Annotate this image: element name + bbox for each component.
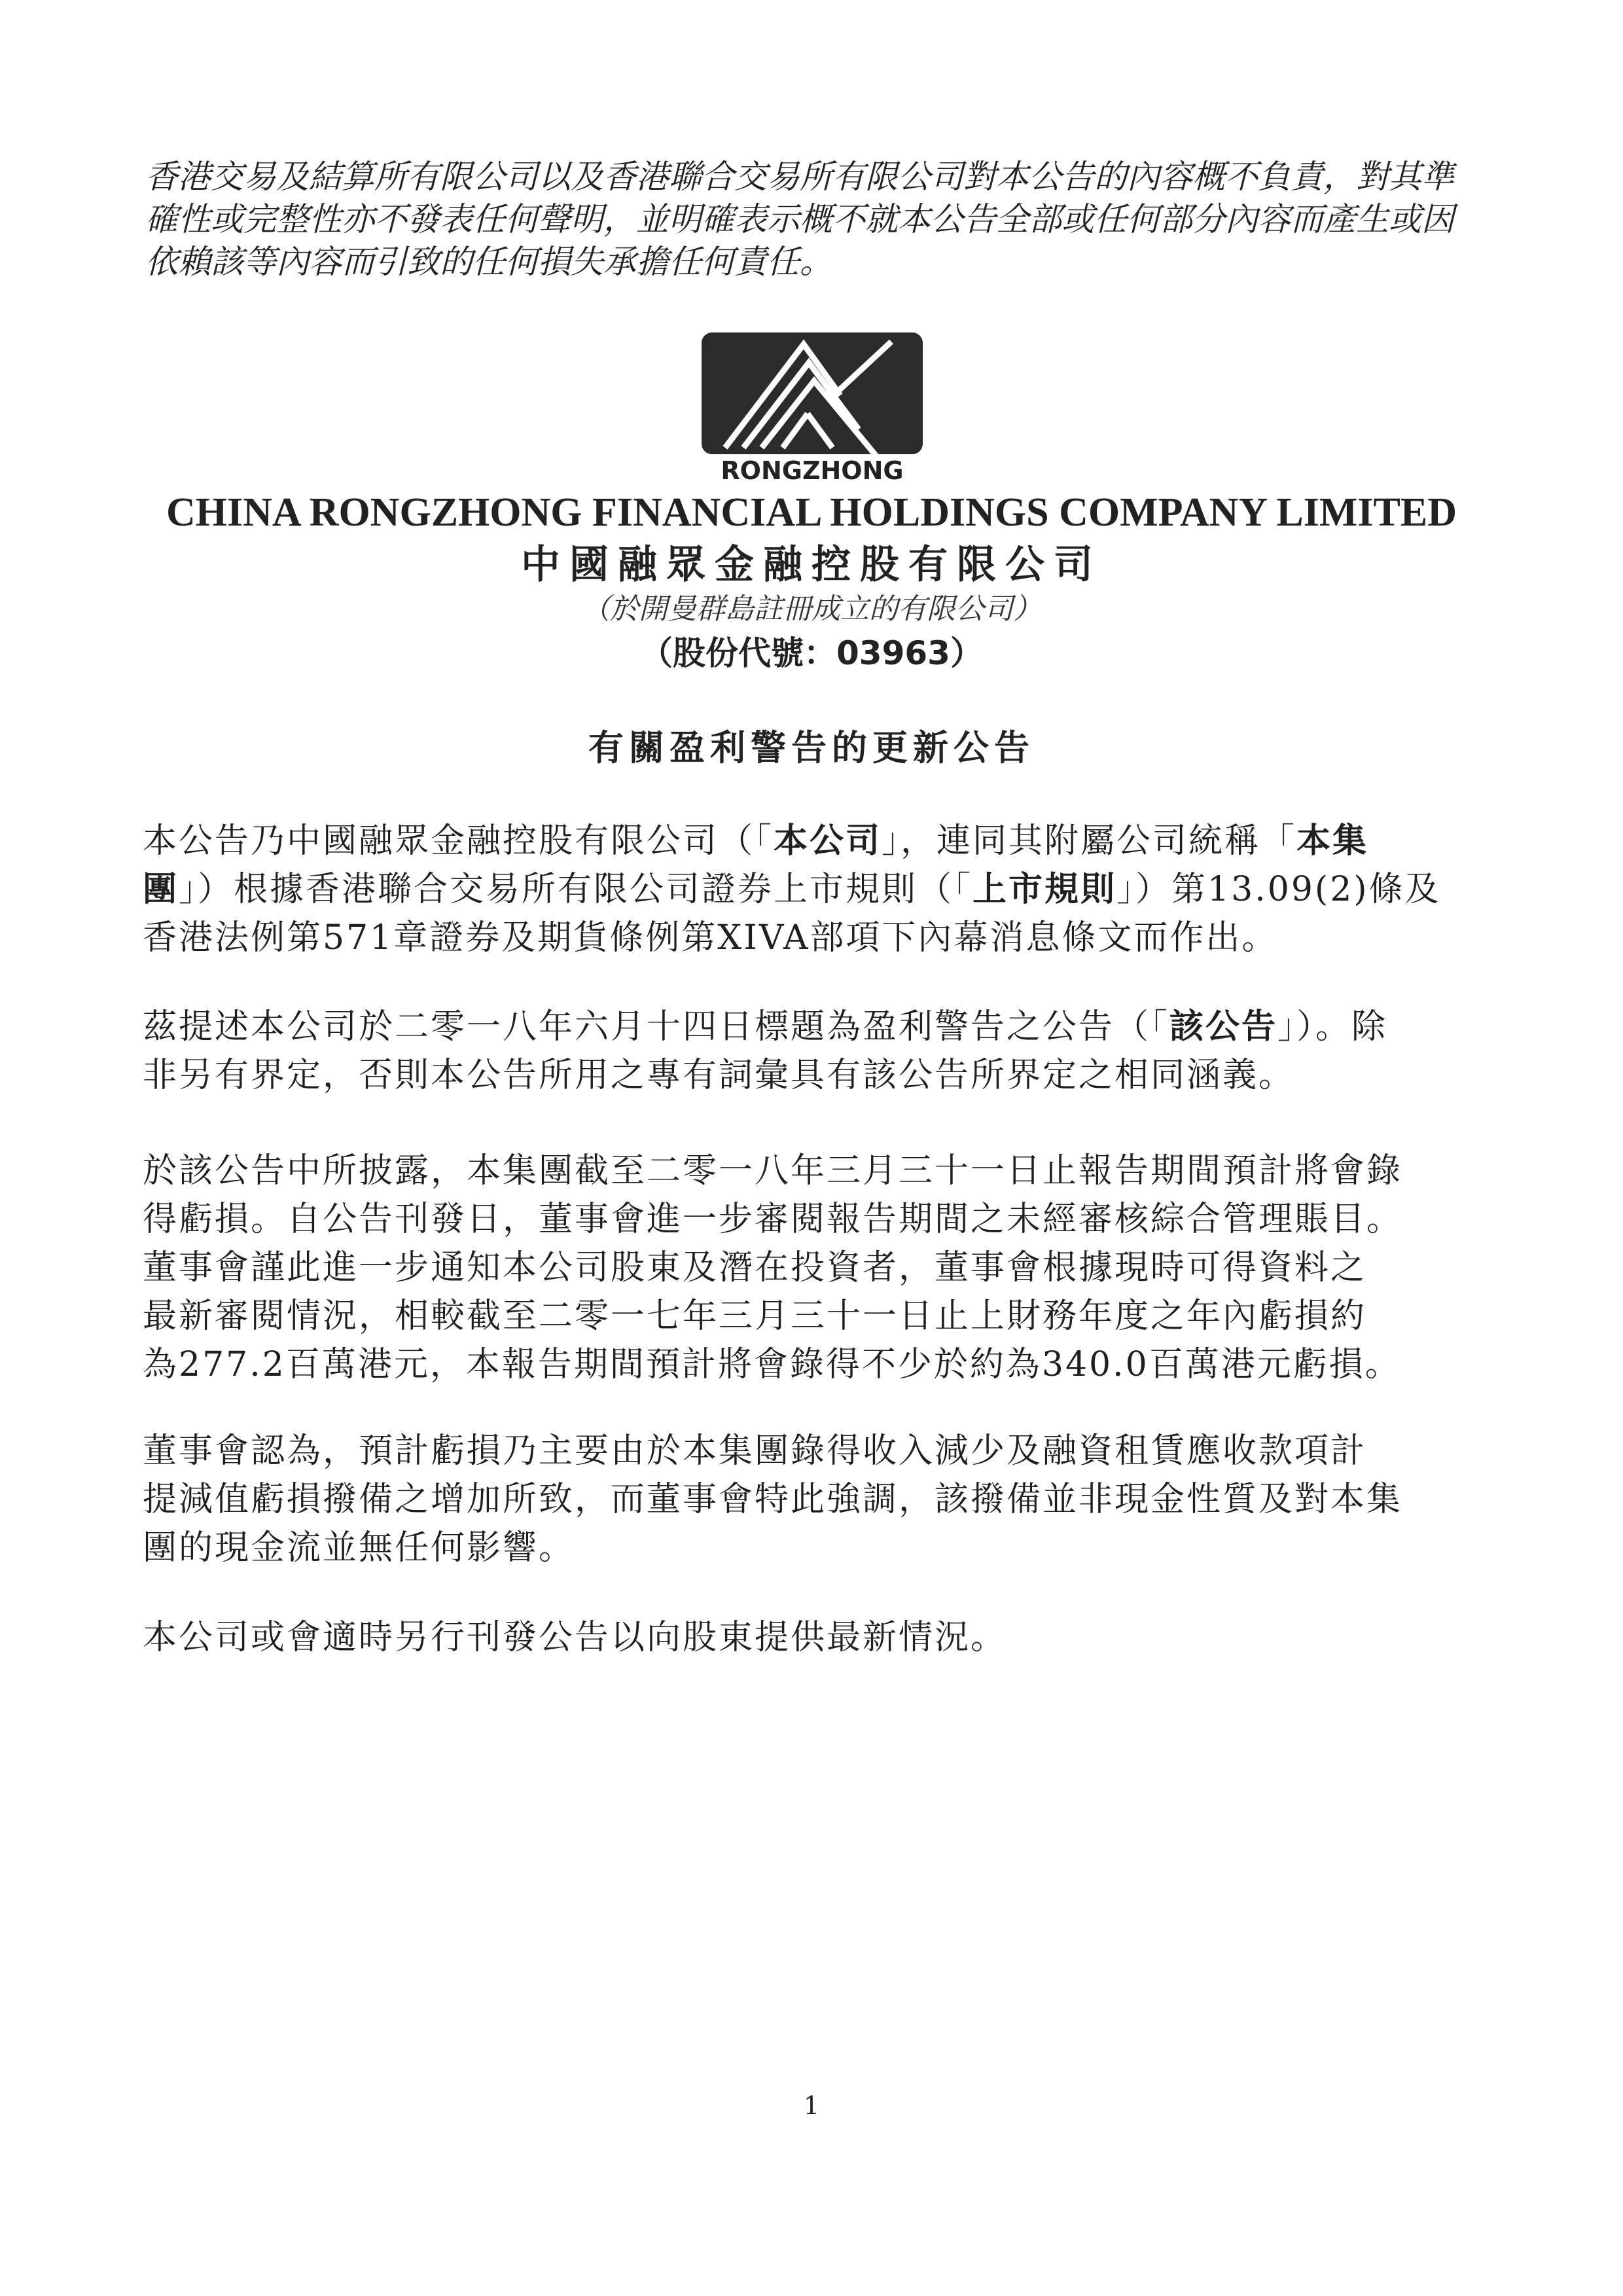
paragraph-line: 非另有界定，否則本公告所用之專有詞彙具有該公告所界定之相同涵義。: [143, 1056, 1295, 1095]
defined-term: 本集: [1296, 821, 1369, 861]
defined-term: 本公司: [774, 821, 882, 861]
paragraph-line: 董事會謹此進一步通知本公司股東及潛在投資者，董事會根據現時可得資料之: [143, 1248, 1367, 1287]
paragraph-line: 茲提述本公司於二零一八年六月十四日標題為盈利警告之公告（「該公告」）。除: [143, 1007, 1388, 1047]
paragraph-line: 本公司或會適時另行刊發公告以向股東提供最新情況。: [143, 1618, 1007, 1657]
page-number: 1: [803, 2091, 820, 2120]
disclaimer-line: 香港交易及結算所有限公司以及香港聯合交易所有限公司對本公告的內容概不負責，對其準: [145, 158, 1454, 196]
company-name-chinese: 中國融眾金融控股有限公司: [521, 542, 1102, 588]
paragraph-line: 提減值虧損撥備之增加所致，而董事會特此強調，該撥備並非現金性質及對本集: [143, 1480, 1403, 1519]
paragraph-line: 香港法例第571章證券及期貨條例第XIVA部項下內幕消息條文而作出。: [143, 918, 1278, 958]
logo-text: RONGZHONG: [721, 456, 904, 484]
stock-code: （股份代號：03963）: [640, 634, 983, 672]
paragraph-line: 最新審閱情況，相較截至二零一七年三月三十一日止上財務年度之年內虧損約: [143, 1297, 1367, 1336]
company-name-english: CHINA RONGZHONG FINANCIAL HOLDINGS COMPANY LIMITED: [166, 490, 1457, 535]
incorporation-note: （於開曼群島註冊成立的有限公司）: [581, 592, 1042, 626]
disclaimer-line: 依賴該等內容而引致的任何損失承擔任何責任。: [145, 243, 832, 281]
paragraph-2: [143, 1003, 1484, 1100]
defined-term: 該公告: [1169, 1007, 1278, 1047]
paragraph-line: 得虧損。自公告刊發日，董事會進一步審閱報告期間之未經審核綜合管理賬目。: [143, 1200, 1403, 1239]
paragraph-5: [143, 1613, 1484, 1662]
paragraph-line: 團的現金流並無任何影響。: [143, 1528, 575, 1568]
paragraph-line: 團」）根據香港聯合交易所有限公司證券上市規則（「上市規則」）第13.09(2)條及: [143, 870, 1441, 909]
paragraph-3: [143, 1147, 1484, 1389]
defined-term: 團: [143, 870, 179, 909]
disclaimer: [145, 156, 1480, 283]
paragraph-line: 於該公告中所披露，本集團截至二零一八年三月三十一日止報告期間預計將會錄: [143, 1151, 1403, 1191]
defined-term: 上市規則: [972, 870, 1117, 909]
paragraph-1: [143, 817, 1484, 962]
announcement-title: 有關盈利警告的更新公告: [588, 727, 1035, 768]
paragraph-4: [143, 1427, 1484, 1572]
disclaimer-line: 確性或完整性亦不發表任何聲明，並明確表示概不就本公告全部或任何部分內容而產生或因: [145, 200, 1454, 238]
company-logo: [702, 332, 923, 484]
paragraph-line: 本公告乃中國融眾金融控股有限公司（「本公司」，連同其附屬公司統稱「本集: [143, 821, 1369, 861]
paragraph-line: 董事會認為，預計虧損乃主要由於本集團錄得收入減少及融資租賃應收款項計: [143, 1431, 1367, 1471]
paragraph-line: 為277.2百萬港元，本報告期間預計將會錄得不少於約為340.0百萬港元虧損。: [143, 1345, 1401, 1384]
